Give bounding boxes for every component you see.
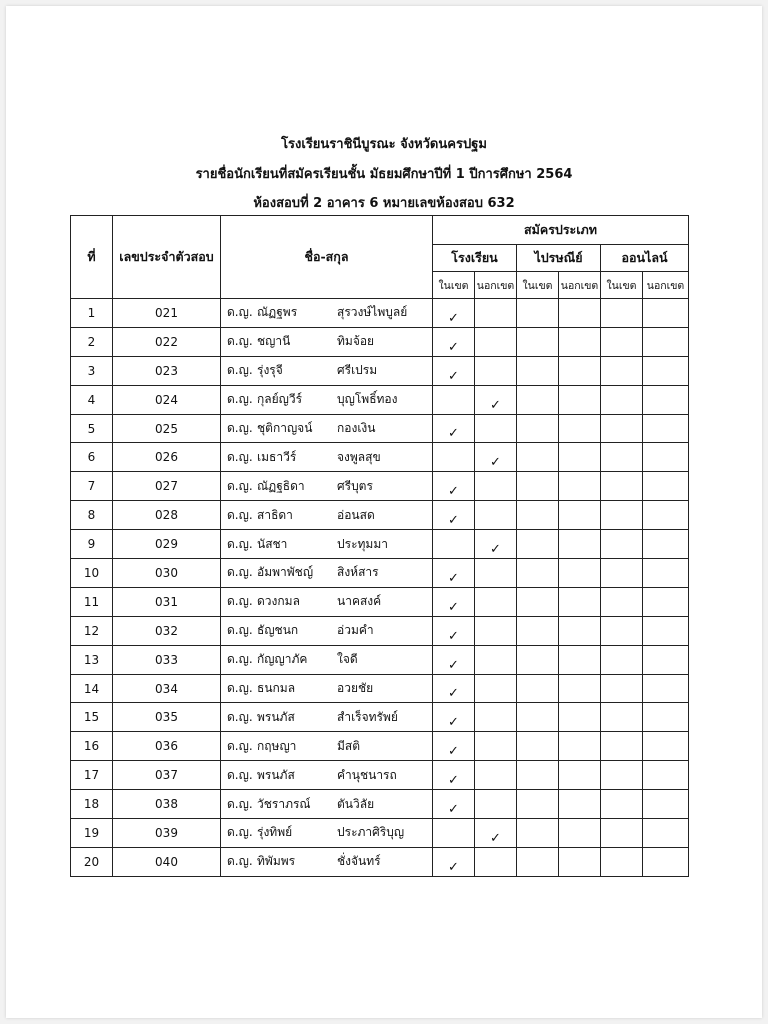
exam-id: 027 xyxy=(113,472,221,501)
name-prefix: ด.ญ. xyxy=(227,565,253,580)
student-name xyxy=(221,761,433,790)
school-title: โรงเรียนราชินีบูรณะ จังหวัดนครปฐม xyxy=(281,137,487,152)
row-number: 13 xyxy=(71,645,113,674)
online-in-cell xyxy=(601,703,643,732)
student-name xyxy=(221,645,433,674)
post-out-cell xyxy=(559,732,601,761)
check-mark-icon: ✓ xyxy=(490,542,501,558)
first-name: นัสชา xyxy=(257,536,288,551)
row-number: 3 xyxy=(71,356,113,385)
online-in-cell xyxy=(601,414,643,443)
exam-id: 029 xyxy=(113,530,221,559)
online-out-cell xyxy=(643,790,689,819)
school-in-cell xyxy=(433,616,475,645)
exam-id: 039 xyxy=(113,819,221,848)
post-in-cell xyxy=(517,501,559,530)
table-row xyxy=(71,645,689,674)
post-out-cell xyxy=(559,703,601,732)
check-mark-icon: ✓ xyxy=(448,744,459,760)
student-name xyxy=(221,732,433,761)
school-out-cell xyxy=(475,327,517,356)
name-prefix: ด.ญ. xyxy=(227,652,253,667)
name-prefix: ด.ญ. xyxy=(227,334,253,349)
header-online-in: ในเขต xyxy=(601,272,643,299)
post-in-cell xyxy=(517,587,559,616)
last-name: ใจดี xyxy=(337,652,358,667)
online-out-cell xyxy=(643,703,689,732)
table-row xyxy=(71,559,689,588)
post-in-cell xyxy=(517,443,559,472)
online-in-cell xyxy=(601,501,643,530)
online-out-cell xyxy=(643,299,689,328)
school-out-cell xyxy=(475,443,517,472)
check-mark-icon: ✓ xyxy=(490,397,501,413)
last-name: ศรีเปรม xyxy=(337,363,378,378)
first-name: พรนภัส xyxy=(257,709,295,724)
post-in-cell xyxy=(517,559,559,588)
table-row xyxy=(71,616,689,645)
first-name: รุ่งรุจี xyxy=(257,363,283,378)
table-row xyxy=(71,414,689,443)
row-number: 1 xyxy=(71,299,113,328)
exam-id: 034 xyxy=(113,674,221,703)
header-post-out: นอกเขต xyxy=(559,272,601,299)
header-online-out: นอกเขต xyxy=(643,272,689,299)
student-name xyxy=(221,790,433,819)
post-out-cell xyxy=(559,501,601,530)
school-in-cell xyxy=(433,645,475,674)
school-out-cell xyxy=(475,732,517,761)
student-table xyxy=(70,215,689,877)
name-prefix: ด.ญ. xyxy=(227,507,253,522)
student-name xyxy=(221,356,433,385)
online-in-cell xyxy=(601,674,643,703)
post-in-cell xyxy=(517,327,559,356)
post-in-cell xyxy=(517,674,559,703)
table-row xyxy=(71,385,689,414)
first-name: ธัญชนก xyxy=(257,623,299,638)
exam-id: 035 xyxy=(113,703,221,732)
name-prefix: ด.ญ. xyxy=(227,738,253,753)
post-in-cell xyxy=(517,385,559,414)
school-out-cell xyxy=(475,530,517,559)
school-in-cell xyxy=(433,356,475,385)
online-out-cell xyxy=(643,847,689,876)
row-number: 8 xyxy=(71,501,113,530)
online-out-cell xyxy=(643,530,689,559)
student-name xyxy=(221,674,433,703)
first-name: พรนภัส xyxy=(257,767,295,782)
school-out-cell xyxy=(475,645,517,674)
post-in-cell xyxy=(517,847,559,876)
exam-room-title: ห้องสอบที่ 2 อาคาร 6 หมายเลขห้องสอบ 632 xyxy=(253,196,515,211)
table-row xyxy=(71,847,689,876)
last-name: มีสติ xyxy=(337,738,361,753)
check-mark-icon: ✓ xyxy=(448,657,459,673)
post-out-cell xyxy=(559,761,601,790)
school-in-cell xyxy=(433,587,475,616)
first-name: ณัฏฐพร xyxy=(257,305,298,320)
school-in-cell xyxy=(433,327,475,356)
school-in-cell xyxy=(433,847,475,876)
post-out-cell xyxy=(559,443,601,472)
school-out-cell xyxy=(475,356,517,385)
check-mark-icon: ✓ xyxy=(448,426,459,442)
school-out-cell xyxy=(475,703,517,732)
post-out-cell xyxy=(559,559,601,588)
exam-id: 037 xyxy=(113,761,221,790)
exam-id: 038 xyxy=(113,790,221,819)
exam-id: 021 xyxy=(113,299,221,328)
last-name: บุญโพธิ์ทอง xyxy=(337,392,398,407)
first-name: กัญญาภัค xyxy=(257,652,308,667)
name-prefix: ด.ญ. xyxy=(227,363,253,378)
row-number: 4 xyxy=(71,385,113,414)
online-in-cell xyxy=(601,790,643,819)
header-group-online: ออนไลน์ xyxy=(601,245,689,272)
school-out-cell xyxy=(475,414,517,443)
check-mark-icon: ✓ xyxy=(448,339,459,355)
row-number: 19 xyxy=(71,819,113,848)
post-out-cell xyxy=(559,385,601,414)
last-name: จงพูลสุข xyxy=(337,449,381,464)
post-out-cell xyxy=(559,819,601,848)
check-mark-icon: ✓ xyxy=(448,686,459,702)
first-name: ธนกมล xyxy=(257,681,296,696)
first-name: รุ่งทิพย์ xyxy=(257,825,293,840)
table-row xyxy=(71,530,689,559)
online-out-cell xyxy=(643,819,689,848)
header-name: ชื่อ-สกุล xyxy=(221,216,433,299)
post-out-cell xyxy=(559,587,601,616)
student-name xyxy=(221,327,433,356)
table-row xyxy=(71,472,689,501)
online-in-cell xyxy=(601,299,643,328)
table-row xyxy=(71,327,689,356)
student-name xyxy=(221,819,433,848)
row-number: 12 xyxy=(71,616,113,645)
school-in-cell xyxy=(433,703,475,732)
student-name xyxy=(221,703,433,732)
first-name: ทิพัมพร xyxy=(257,854,296,869)
post-in-cell xyxy=(517,616,559,645)
name-prefix: ด.ญ. xyxy=(227,449,253,464)
name-prefix: ด.ญ. xyxy=(227,536,253,551)
school-out-cell xyxy=(475,790,517,819)
online-in-cell xyxy=(601,472,643,501)
post-out-cell xyxy=(559,847,601,876)
last-name: ประทุมมา xyxy=(337,536,388,551)
student-name xyxy=(221,847,433,876)
first-name: ชุติกาญจน์ xyxy=(257,421,313,435)
student-name xyxy=(221,472,433,501)
school-in-cell xyxy=(433,501,475,530)
table-row xyxy=(71,819,689,848)
row-number: 9 xyxy=(71,530,113,559)
row-number: 6 xyxy=(71,443,113,472)
header-exam-id: เลขประจำตัวสอบ xyxy=(113,216,221,299)
last-name: ชั่งจันทร์ xyxy=(337,854,381,869)
student-name xyxy=(221,530,433,559)
online-out-cell xyxy=(643,761,689,790)
table-row xyxy=(71,761,689,790)
check-mark-icon: ✓ xyxy=(490,830,501,846)
post-in-cell xyxy=(517,356,559,385)
post-out-cell xyxy=(559,645,601,674)
check-mark-icon: ✓ xyxy=(448,513,459,529)
post-in-cell xyxy=(517,732,559,761)
school-out-cell xyxy=(475,847,517,876)
school-in-cell xyxy=(433,790,475,819)
row-number: 5 xyxy=(71,414,113,443)
check-mark-icon: ✓ xyxy=(448,599,459,615)
school-in-cell xyxy=(433,559,475,588)
school-in-cell xyxy=(433,761,475,790)
online-out-cell xyxy=(643,414,689,443)
school-in-cell xyxy=(433,530,475,559)
name-prefix: ด.ญ. xyxy=(227,392,253,407)
school-out-cell xyxy=(475,559,517,588)
last-name: คำนุชนารถ xyxy=(337,767,397,782)
post-out-cell xyxy=(559,472,601,501)
school-in-cell xyxy=(433,414,475,443)
check-mark-icon: ✓ xyxy=(448,368,459,384)
online-in-cell xyxy=(601,819,643,848)
online-out-cell xyxy=(643,616,689,645)
last-name: สำเร็จทรัพย์ xyxy=(337,709,398,724)
post-in-cell xyxy=(517,530,559,559)
post-in-cell xyxy=(517,414,559,443)
check-mark-icon: ✓ xyxy=(448,773,459,789)
school-out-cell xyxy=(475,674,517,703)
school-in-cell xyxy=(433,819,475,848)
online-in-cell xyxy=(601,443,643,472)
first-name: กฤษญา xyxy=(257,738,297,753)
exam-id: 026 xyxy=(113,443,221,472)
table-row xyxy=(71,732,689,761)
online-out-cell xyxy=(643,385,689,414)
row-number: 20 xyxy=(71,847,113,876)
check-mark-icon: ✓ xyxy=(448,310,459,326)
name-prefix: ด.ญ. xyxy=(227,681,253,696)
post-out-cell xyxy=(559,414,601,443)
first-name: สาธิดา xyxy=(257,507,293,522)
post-in-cell xyxy=(517,472,559,501)
name-prefix: ด.ญ. xyxy=(227,796,253,811)
post-in-cell xyxy=(517,299,559,328)
online-in-cell xyxy=(601,732,643,761)
header-group-school: โรงเรียน xyxy=(433,245,517,272)
school-out-cell xyxy=(475,616,517,645)
name-prefix: ด.ญ. xyxy=(227,623,253,638)
post-out-cell xyxy=(559,674,601,703)
name-prefix: ด.ญ. xyxy=(227,305,253,320)
post-in-cell xyxy=(517,703,559,732)
name-prefix: ด.ญ. xyxy=(227,478,253,493)
school-out-cell xyxy=(475,819,517,848)
first-name: เมธาวีร์ xyxy=(257,449,297,464)
online-in-cell xyxy=(601,616,643,645)
student-name xyxy=(221,414,433,443)
school-in-cell xyxy=(433,385,475,414)
online-in-cell xyxy=(601,847,643,876)
student-name xyxy=(221,559,433,588)
first-name: กุลย์ญวีร์ xyxy=(257,392,303,407)
post-out-cell xyxy=(559,327,601,356)
last-name: ศรีบุตร xyxy=(337,478,373,493)
student-name xyxy=(221,385,433,414)
name-prefix: ด.ญ. xyxy=(227,767,253,782)
last-name: สิงห์สาร xyxy=(337,565,379,580)
row-number: 18 xyxy=(71,790,113,819)
student-name xyxy=(221,587,433,616)
exam-id: 032 xyxy=(113,616,221,645)
first-name: อัมพาพัชญ์ xyxy=(257,565,314,580)
table-row xyxy=(71,501,689,530)
school-in-cell xyxy=(433,299,475,328)
table-row xyxy=(71,299,689,328)
table-row xyxy=(71,443,689,472)
last-name: อวยชัย xyxy=(337,681,374,696)
online-out-cell xyxy=(643,559,689,588)
header-school-out: นอกเขต xyxy=(475,272,517,299)
online-out-cell xyxy=(643,501,689,530)
post-out-cell xyxy=(559,616,601,645)
online-out-cell xyxy=(643,443,689,472)
exam-id: 036 xyxy=(113,732,221,761)
online-in-cell xyxy=(601,530,643,559)
online-out-cell xyxy=(643,472,689,501)
row-number: 17 xyxy=(71,761,113,790)
table-row xyxy=(71,356,689,385)
online-in-cell xyxy=(601,559,643,588)
exam-id: 023 xyxy=(113,356,221,385)
name-prefix: ด.ญ. xyxy=(227,825,253,840)
table-row xyxy=(71,703,689,732)
exam-id: 031 xyxy=(113,587,221,616)
first-name: ณัฏฐธิดา xyxy=(257,478,305,493)
post-out-cell xyxy=(559,299,601,328)
exam-id: 028 xyxy=(113,501,221,530)
header-no: ที่ xyxy=(71,216,113,299)
school-in-cell xyxy=(433,732,475,761)
online-in-cell xyxy=(601,761,643,790)
last-name: กองเงิน xyxy=(337,421,376,435)
check-mark-icon: ✓ xyxy=(448,802,459,818)
row-number: 7 xyxy=(71,472,113,501)
header-apply-type: สมัครประเภท xyxy=(433,216,689,245)
row-number: 2 xyxy=(71,327,113,356)
exam-id: 030 xyxy=(113,559,221,588)
school-out-cell xyxy=(475,501,517,530)
table-body xyxy=(71,299,689,877)
row-number: 16 xyxy=(71,732,113,761)
name-prefix: ด.ญ. xyxy=(227,854,253,869)
online-in-cell xyxy=(601,356,643,385)
exam-id: 040 xyxy=(113,847,221,876)
post-in-cell xyxy=(517,645,559,674)
name-prefix: ด.ญ. xyxy=(227,709,253,724)
row-number: 10 xyxy=(71,559,113,588)
online-in-cell xyxy=(601,327,643,356)
check-mark-icon: ✓ xyxy=(448,859,459,875)
check-mark-icon: ✓ xyxy=(448,570,459,586)
name-prefix: ด.ญ. xyxy=(227,421,253,435)
online-in-cell xyxy=(601,385,643,414)
exam-id: 033 xyxy=(113,645,221,674)
post-out-cell xyxy=(559,790,601,819)
exam-id: 024 xyxy=(113,385,221,414)
last-name: ทิมจ้อย xyxy=(337,334,375,349)
school-in-cell xyxy=(433,472,475,501)
school-out-cell xyxy=(475,385,517,414)
post-in-cell xyxy=(517,819,559,848)
first-name: วัชราภรณ์ xyxy=(257,796,311,811)
header-post-in: ในเขต xyxy=(517,272,559,299)
post-out-cell xyxy=(559,530,601,559)
post-in-cell xyxy=(517,761,559,790)
post-in-cell xyxy=(517,790,559,819)
school-out-cell xyxy=(475,299,517,328)
online-out-cell xyxy=(643,645,689,674)
last-name: นาคสงค์ xyxy=(337,594,382,609)
online-in-cell xyxy=(601,587,643,616)
student-name xyxy=(221,299,433,328)
check-mark-icon: ✓ xyxy=(448,628,459,644)
exam-id: 025 xyxy=(113,414,221,443)
last-name: ประภาศิริบุญ xyxy=(337,825,405,840)
first-name: ชญานี xyxy=(257,334,291,349)
last-name: อ่วมคำ xyxy=(337,623,374,638)
student-name xyxy=(221,501,433,530)
online-out-cell xyxy=(643,587,689,616)
header-school-in: ในเขต xyxy=(433,272,475,299)
table-row xyxy=(71,790,689,819)
school-out-cell xyxy=(475,761,517,790)
check-mark-icon: ✓ xyxy=(448,715,459,731)
check-mark-icon: ✓ xyxy=(490,455,501,471)
exam-id: 022 xyxy=(113,327,221,356)
row-number: 14 xyxy=(71,674,113,703)
header-group-post: ไปรษณีย์ xyxy=(517,245,601,272)
row-number: 11 xyxy=(71,587,113,616)
post-out-cell xyxy=(559,356,601,385)
school-out-cell xyxy=(475,472,517,501)
document-page xyxy=(6,6,762,1018)
list-title: รายชื่อนักเรียนที่สมัครเรียนชั้น มัธยมศึกษาปีที่ 1 ปีการศึกษา 2564 xyxy=(195,167,573,182)
school-out-cell xyxy=(475,587,517,616)
check-mark-icon: ✓ xyxy=(448,484,459,500)
first-name: ดวงกมล xyxy=(257,594,300,609)
last-name: ตันวิลัย xyxy=(337,796,375,811)
online-out-cell xyxy=(643,732,689,761)
name-prefix: ด.ญ. xyxy=(227,594,253,609)
row-number: 15 xyxy=(71,703,113,732)
student-name xyxy=(221,443,433,472)
online-in-cell xyxy=(601,645,643,674)
table-row xyxy=(71,674,689,703)
online-out-cell xyxy=(643,356,689,385)
school-in-cell xyxy=(433,674,475,703)
school-in-cell xyxy=(433,443,475,472)
online-out-cell xyxy=(643,327,689,356)
online-out-cell xyxy=(643,674,689,703)
student-name xyxy=(221,616,433,645)
last-name: อ่อนสด xyxy=(337,507,375,522)
table-row xyxy=(71,587,689,616)
last-name: สุรวงษ์ไพบูลย์ xyxy=(337,305,408,320)
